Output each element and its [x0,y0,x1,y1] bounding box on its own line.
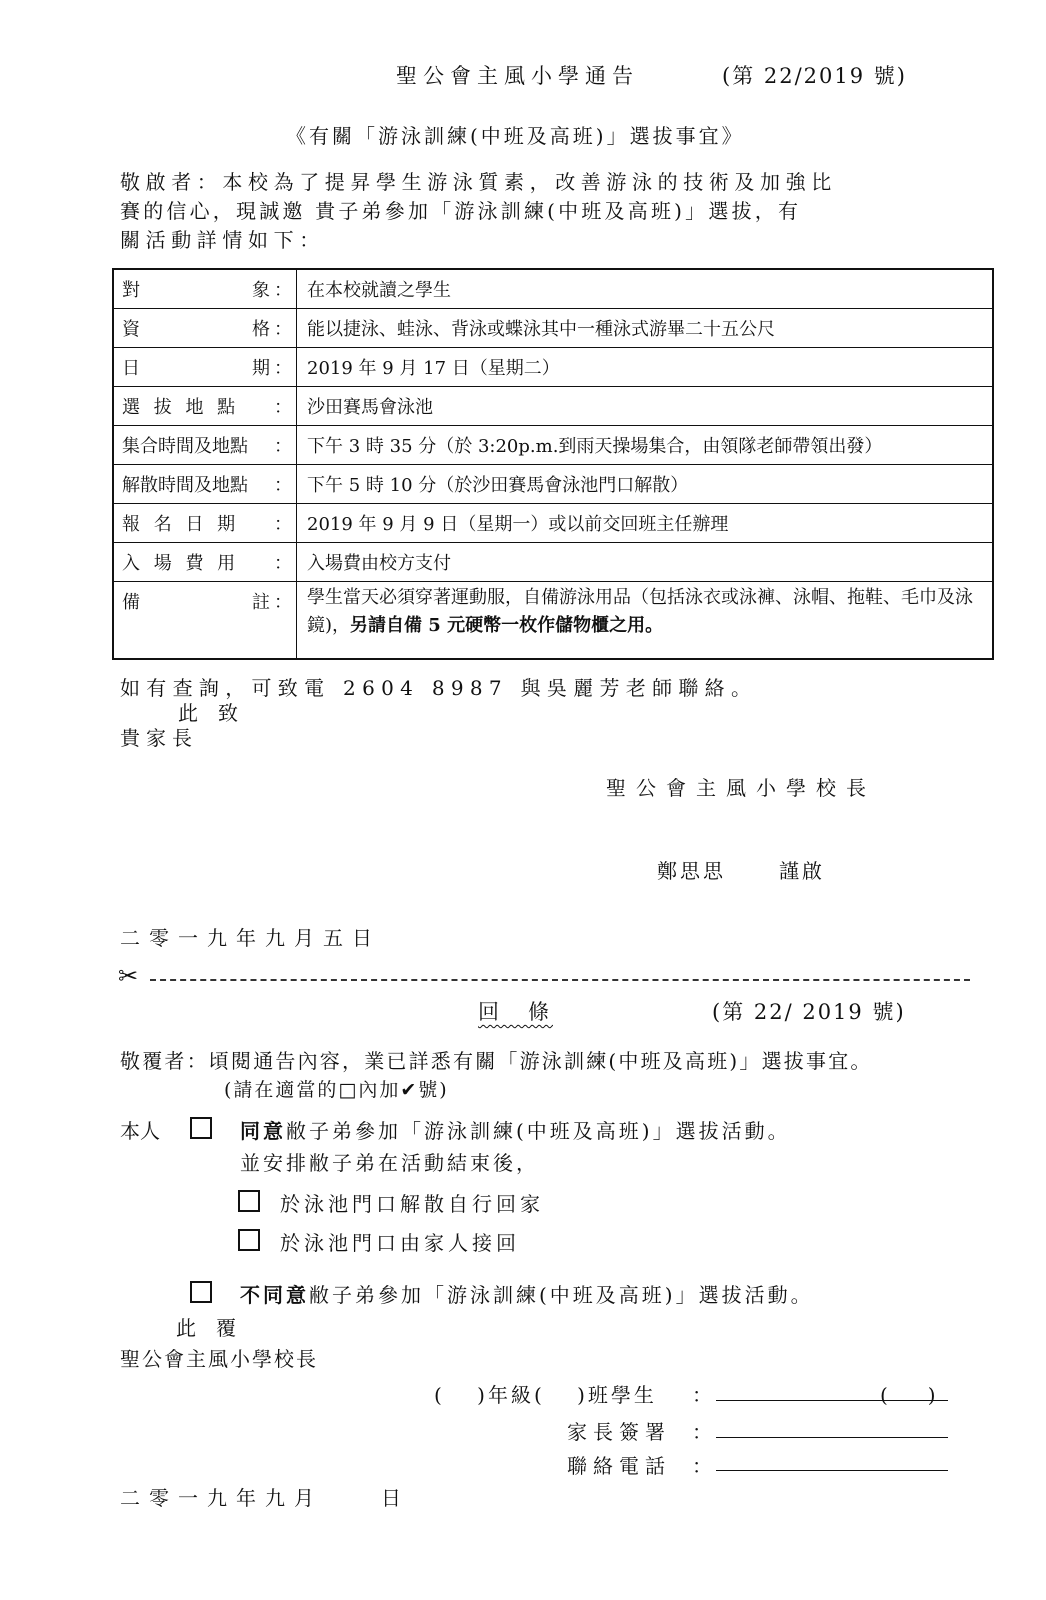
intro-line-1: 敬啟者：本校為了提昇學生游泳質素，改善游泳的技術及加強比 [120,170,837,194]
table-row [113,504,993,543]
student-colon: ： [692,1383,712,1407]
agree-checkbox[interactable] [190,1117,212,1139]
reply-date: 二零一九年九月 日 [120,1486,410,1510]
details-table [112,268,994,660]
row-value: 在本校就讀之學生 [297,269,994,309]
row-value: 下午 3 時 35 分（於 3:20p.m.到雨天操場集合，由領隊老師帶領出發） [297,426,994,465]
phone-field[interactable] [716,1470,948,1471]
respect-word: 謹啟 [779,859,825,883]
row-label: 集合時間及地點 [122,436,248,457]
remark-value [297,582,994,660]
row-label: 期 [252,358,270,379]
row-value: 2019 年 9 月 17 日（星期二） [297,348,994,387]
agree-line [240,1115,791,1144]
intro-line-3: 關活動詳情如下： [120,228,325,252]
table-row [113,309,993,348]
disagree-text: 敝子弟參加「游泳訓練(中班及高班)」選拔活動。 [309,1283,814,1307]
table-row [113,269,993,309]
row-label: 格 [252,319,270,340]
colon: ： [274,436,292,457]
row-label: 選 拔 地 點 [122,397,240,418]
parent-signature-field[interactable] [716,1437,948,1438]
option-go-home-checkbox[interactable] [238,1190,260,1212]
reply-instruction: (請在適當的□內加✔號) [224,1079,449,1101]
colon: ： [274,553,292,574]
row-value: 下午 5 時 10 分（於沙田賽馬會泳池門口解散） [297,465,994,504]
table-row-remark [113,582,993,660]
reply-title: 回 條 [478,1000,553,1024]
row-label: 資 [122,319,140,340]
student-number-paren: ( ) [880,1383,936,1407]
option-go-home: 於泳池門口解散自行回家 [280,1192,544,1216]
intro-line-2: 賽的信心，現誠邀 貴子弟參加「游泳訓練(中班及高班)」選拔，有 [120,199,802,223]
remark-text: 學生當天必須穿著運動服，自備游泳用品（包括泳衣或泳褲、泳帽、拖鞋、毛巾及泳鏡)， [307,587,973,636]
row-label: 報 名 日 期 [122,514,240,535]
reply-closing: 此 覆 [176,1316,236,1340]
disagree-line [240,1279,814,1308]
colon: ： [274,358,292,379]
row-label: 日 [122,358,140,379]
row-label: 解散時間及地點 [122,475,248,496]
row-label: 註 [252,592,270,613]
option-family-pickup-checkbox[interactable] [238,1229,260,1251]
table-row [113,387,993,426]
parent-signature-label: 家長簽署 [567,1420,671,1444]
scissors-icon: ✂ [118,962,139,990]
colon: ： [274,592,292,613]
table-row [113,348,993,387]
notice-number: (第 22/2019 號) [722,64,907,88]
row-label: 備 [122,592,140,613]
closing-to: 此 致 [178,701,238,725]
row-label: 對 [122,280,140,301]
row-value: 2019 年 9 月 9 日（星期一）或以前交回班主任辦理 [297,504,994,543]
table-row [113,465,993,504]
row-value: 能以捷泳、蛙泳、背泳或蝶泳其中一種泳式游畢二十五公尺 [297,309,994,348]
reply-number: (第 22/ 2019 號) [712,1000,906,1024]
table-row [113,543,993,582]
parent-colon: ： [692,1420,712,1444]
row-value: 沙田賽馬會泳池 [297,387,994,426]
reply-intro: 敬覆者：頃閱通告內容，業已詳悉有關「游泳訓練(中班及高班)」選拔事宜。 [120,1049,873,1073]
arrange-line: 並安排敝子弟在活動結束後， [240,1151,539,1175]
table-row [113,426,993,465]
notice-subject: 《有關「游泳訓練(中班及高班)」選拔事宜》 [286,124,745,148]
notice-title: 聖公會主風小學通告 [396,64,639,88]
principal-title: 聖公會主風小學校長 [606,776,876,800]
agree-text: 敝子弟參加「游泳訓練(中班及高班)」選拔活動。 [286,1119,791,1143]
phone-colon: ： [692,1454,712,1478]
self-label: 本人 [120,1119,160,1143]
reply-to: 聖公會主風小學校長 [120,1347,318,1371]
enquiry-line: 如有查詢，可致電 2604 8987 與吳麗芳老師聯絡。 [120,676,758,700]
notice-date: 二零一九年九月五日 [120,926,381,950]
row-value: 入場費由校方支付 [297,543,994,582]
agree-bold: 同意 [240,1119,286,1143]
option-family-pickup: 於泳池門口由家人接回 [280,1231,520,1255]
colon: ： [274,475,292,496]
closing-recipient: 貴家長 [120,726,198,750]
disagree-checkbox[interactable] [190,1281,212,1303]
colon: ： [274,397,292,418]
row-label: 象 [252,280,270,301]
phone-label: 聯絡電話 [567,1454,671,1478]
colon: ： [274,514,292,535]
student-label: ( )年級( )班學生 [434,1383,657,1407]
principal-name: 鄭思思 [657,859,726,883]
row-label: 入 場 費 用 [122,553,240,574]
colon: ： [274,319,292,340]
remark-bold: 另請自備 5 元硬幣一枚作儲物櫃之用。 [350,615,664,636]
disagree-bold: 不同意 [240,1283,309,1307]
cut-line [150,979,970,981]
colon: ： [274,280,292,301]
